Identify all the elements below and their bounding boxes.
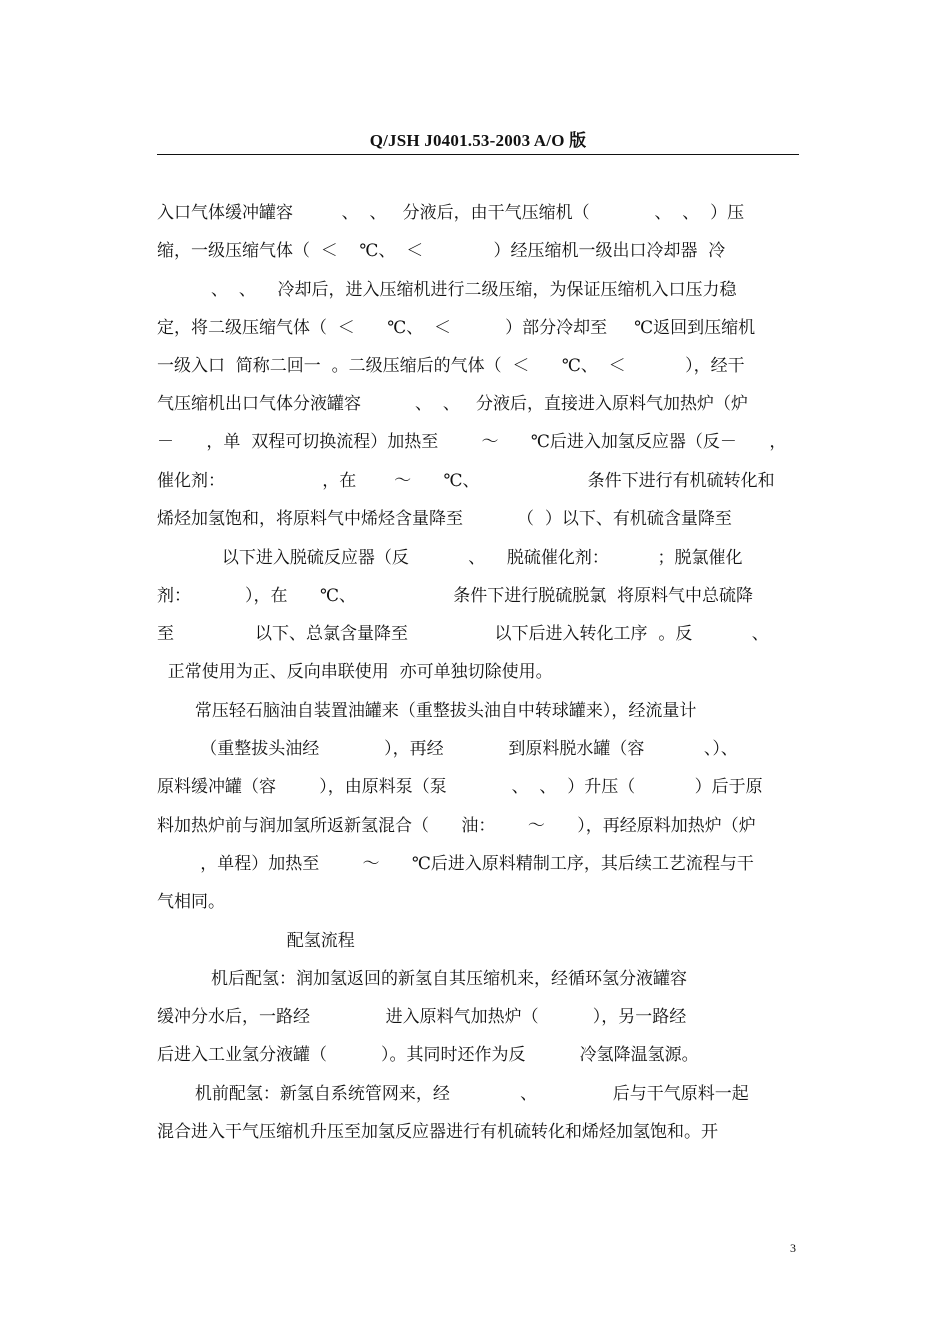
body-line: 原料缓冲罐（容 ），由原料泵（泵 、 、 ）升压（ ）后于原 xyxy=(157,777,763,797)
body-line: 至 以下、总氯含量降至 以下后进入转化工序 。反 、 xyxy=(157,624,769,644)
body-line: 剂： ），在 ℃、 条件下进行脱硫脱氯 将原料气中总硫降 xyxy=(157,586,754,606)
body-line: 缓冲分水后，一路经 进入原料气加热炉（ ），另一路经 xyxy=(157,1007,687,1027)
body-line: 定，将二级压缩气体（ ＜ ℃、 ＜ ）部分冷却至 ℃返回到压缩机 xyxy=(157,318,756,338)
page-number: 3 xyxy=(790,1241,796,1255)
body-line: 、 、 冷却后，进入压缩机进行二级压缩，为保证压缩机入口压力稳 xyxy=(157,280,737,300)
body-line: 机前配氢：新氢自系统管网来，经 、 后与干气原料一起 xyxy=(157,1084,749,1104)
body-line: 缩，一级压缩气体（ ＜ ℃、 ＜ ）经压缩机一级出口冷却器 冷 xyxy=(157,241,726,261)
section-heading: 配氢流程 xyxy=(157,931,355,951)
body-line: 烯烃加氢饱和，将原料气中烯烃含量降至 （ ）以下、有机硫含量降至 xyxy=(157,509,732,529)
body-line: 以下进入脱硫反应器（反 、 脱硫催化剂： ；脱氯催化 xyxy=(157,548,743,568)
body-line: 入口气体缓冲罐容 、 、 分液后，由干气压缩机（ 、 、 ）压 xyxy=(157,203,745,223)
body-line: 催化剂： ，在 ～ ℃、 条件下进行有机硫转化和 xyxy=(157,471,775,491)
body-line: 混合进入干气压缩机升压至加氢反应器进行有机硫转化和烯烃加氢饱和。开 xyxy=(157,1122,718,1142)
body-line: 常压轻石脑油自装置油罐来（重整拔头油自中转球罐来），经流量计 xyxy=(157,701,697,721)
document-header-code: Q/JSH J0401.53-2003 A/O 版 xyxy=(369,131,587,150)
header-rule xyxy=(157,154,799,155)
body-line: ，单程）加热至 ～ ℃后进入原料精制工序，其后续工艺流程与干 xyxy=(157,854,754,874)
body-line: （重整拔头油经 ），再经 到原料脱水罐（容 、）、 xyxy=(157,739,738,759)
body-line: 正常使用为正、反向串联使用 亦可单独切除使用。 xyxy=(157,662,553,682)
body-line: 机后配氢：润加氢返回的新氢自其压缩机来，经循环氢分液罐容 xyxy=(157,969,688,989)
body-line: 料加热炉前与润加氢所返新氢混合（ 油： ～ ），再经原料加热炉（炉 xyxy=(157,816,756,836)
body-line: 气压缩机出口气体分液罐容 、 、 分液后，直接进入原料气加热炉（炉 xyxy=(157,394,749,414)
body-line: 一级入口 简称二回一 。二级压缩后的气体（ ＜ ℃、 ＜ ），经干 xyxy=(157,356,745,376)
body-line: 气相同。 xyxy=(157,892,225,912)
body-line: － ，单 双程可切换流程）加热至 ～ ℃后进入加氢反应器（反－ ， xyxy=(157,432,787,452)
body-line: 后进入工业氢分液罐（ ）。其同时还作为反 冷氢降温氢源。 xyxy=(157,1045,699,1065)
